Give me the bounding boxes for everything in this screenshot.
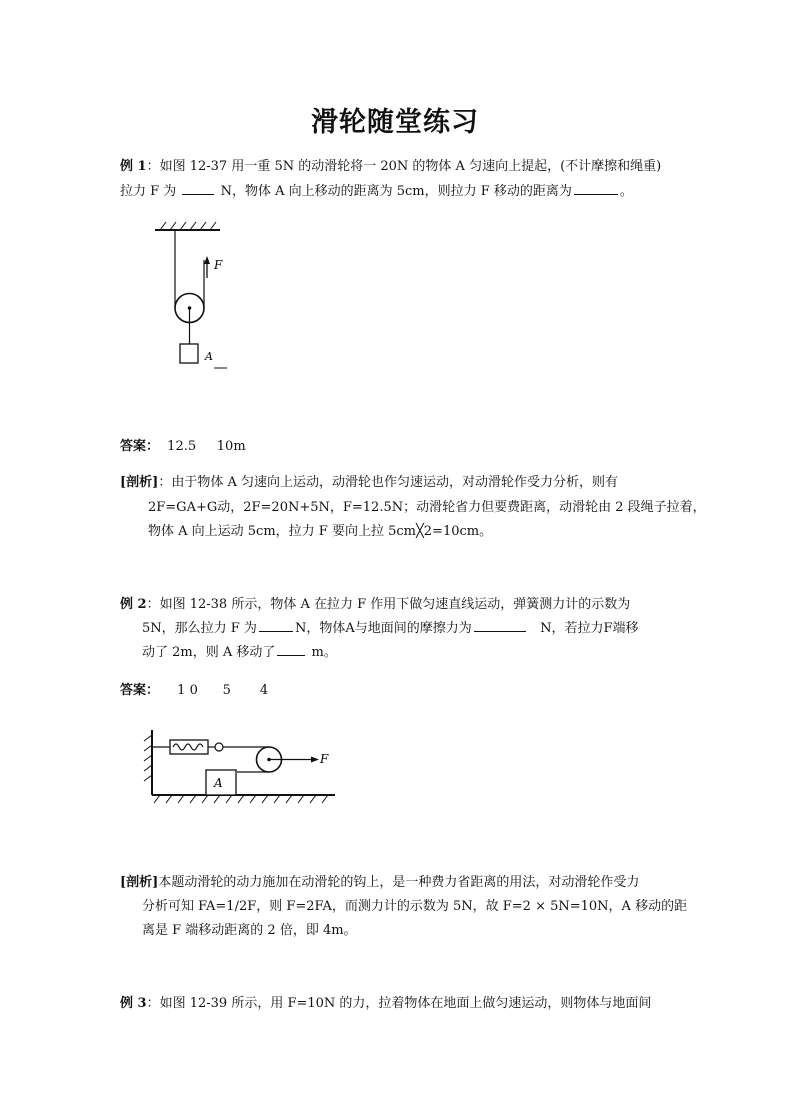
pulley-figure-12-37 [150, 220, 270, 380]
answer-blank [574, 182, 618, 195]
example-2-analysis-line-1: [剖析]本题动滑轮的动力施加在动滑轮的钩上，是一种费力省距离的用法，对动滑轮作受力 [120, 875, 640, 890]
example-3-question-line-1: 例 3：如图 12-39 所示，用 F=10N 的力，拉着物体在地面上做匀速运动，则物体与地面间 [120, 996, 652, 1011]
block-label-a: A [205, 350, 213, 363]
answer-blank [182, 182, 214, 195]
example-1-analysis-line-1: [剖析]：由于物体 A 匀速向上运动，动滑轮也作匀速运动，对动滑轮作受力分析，则有 [120, 475, 618, 490]
answer-label: 答案 [120, 683, 147, 698]
ceiling-hatch [160, 222, 216, 230]
example-2-question-line-2: 5N，那么拉力 F 为 N，物体A与地面间的摩擦力为 N，若拉力F端移 [142, 621, 639, 636]
example-1-analysis-line-2: 2F=GA+G动，2F=20N+5N，F=12.5N；动滑轮省力但要费距离，动滑轮由 2 段绳子拉着， [148, 500, 706, 515]
example-1-analysis-line-3: 物体 A 向上运动 5cm，拉力 F 要向上拉 5cm╳2=10cm。 [148, 524, 493, 539]
example-1-label: 例 1 [120, 159, 147, 174]
answer-value: 1 0 5 4 [177, 683, 269, 698]
example-1-answer: 答案： 12.5 10m [120, 439, 246, 454]
answer-blank [474, 619, 526, 632]
example-3-label: 例 3 [120, 996, 147, 1011]
example-1-question-text: 如图 12-37 用一重 5N 的动滑轮将一 20N 的物体 A 匀速向上提起，(不计摩擦和绳重) [159, 159, 662, 174]
example-1-question-line-2: 拉力 F 为 N，物体 A 向上移动的距离为 5cm，则拉力 F 移动的距离为 。 [120, 184, 633, 199]
example-2-answer: 答案： 1 0 5 4 [120, 683, 269, 698]
example-1-question-line-1: 例 1：如图 12-37 用一重 5N 的动滑轮将一 20N 的物体 A 匀速向上提起，(不计摩擦和绳重) [120, 159, 662, 174]
wall-hatch [144, 735, 152, 781]
spring-scale [170, 740, 208, 754]
weight-block-a [180, 344, 198, 363]
page-title: 滑轮随堂练习 [311, 107, 479, 138]
example-2-label: 例 2 [120, 597, 147, 612]
answer-blank [259, 619, 293, 632]
force-label-f: F [320, 752, 329, 766]
analysis-label: [剖析] [120, 475, 159, 490]
answer-value: 12.5 10m [167, 439, 246, 454]
answer-blank [277, 643, 305, 656]
analysis-label: [剖析] [120, 875, 159, 890]
arrow-head [311, 757, 319, 763]
example-2-analysis-line-2: 分析可知 FA=1/2F，则 F=2FA，而测力计的示数为 5N，故 F=2 × 5N=10N，A 移动的距 [142, 899, 688, 914]
pulley-figure-12-38 [140, 725, 340, 810]
example-2-question-line-3: 动了 2m，则 A 移动了 m。 [142, 645, 337, 660]
example-2-analysis-line-3: 离是 F 端移动距离的 2 倍，即 4m。 [142, 923, 357, 938]
ground-hatch [154, 795, 328, 803]
answer-label: 答案 [120, 439, 147, 454]
block-label-a: A [214, 776, 223, 790]
arrow-head [204, 256, 210, 264]
force-label-f: F [214, 258, 223, 272]
example-2-question-line-1: 例 2：如图 12-38 所示，物体 A 在拉力 F 作用下做匀速直线运动，弹簧测力计的示数为 [120, 597, 631, 612]
